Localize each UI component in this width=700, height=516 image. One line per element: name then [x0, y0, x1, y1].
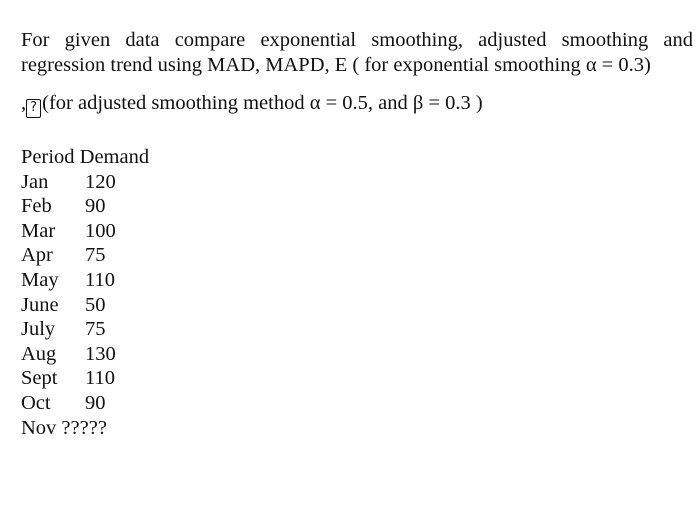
- table-row: [21, 366, 149, 391]
- question-line-1: For given data compare exponential smoothing, adjusted smoothing and: [21, 29, 693, 51]
- demand-cell: 100: [85, 219, 116, 242]
- table-row: [21, 317, 149, 342]
- period-cell: Apr: [21, 244, 53, 267]
- table-rows: [21, 170, 149, 416]
- demand-cell: 75: [85, 318, 106, 341]
- question-line-3-prefix: ,: [21, 92, 27, 114]
- period-cell: Aug: [21, 342, 57, 365]
- question-text: [21, 28, 693, 118]
- demand-cell: 75: [85, 244, 106, 267]
- question-line-3-text: (for adjusted smoothing method α = 0.5, and β = 0.3 ): [42, 92, 483, 114]
- period-cell: June: [21, 293, 59, 316]
- period-cell: Sept: [21, 367, 58, 390]
- table-row: [21, 194, 149, 219]
- demand-cell: 110: [85, 367, 115, 390]
- demand-cell: 110: [85, 268, 115, 291]
- demand-cell: 90: [85, 391, 106, 414]
- question-line-2: regression trend using MAD, MAPD, E ( for exponential smoothing α = 0.3): [21, 54, 651, 76]
- period-cell: Oct: [21, 391, 51, 414]
- table-row: [21, 243, 149, 268]
- missing-character-icon: ?: [26, 99, 41, 118]
- table-last-row: Nov ?????: [21, 416, 107, 439]
- period-cell: Feb: [21, 195, 52, 218]
- question-line-3: [21, 91, 693, 118]
- demand-cell: 120: [85, 170, 116, 193]
- table-row: [21, 293, 149, 318]
- period-cell: Jan: [21, 170, 49, 193]
- table-row: [21, 268, 149, 293]
- demand-table: [21, 145, 149, 440]
- table-row: [21, 219, 149, 244]
- table-row: [21, 170, 149, 195]
- period-cell: May: [21, 268, 59, 291]
- table-row: [21, 342, 149, 367]
- demand-cell: 90: [85, 195, 106, 218]
- demand-cell: 50: [85, 293, 106, 316]
- table-row: [21, 391, 149, 416]
- table-header: Period Demand: [21, 146, 150, 168]
- demand-cell: 130: [85, 342, 116, 365]
- period-cell: July: [21, 318, 56, 341]
- period-cell: Mar: [21, 219, 56, 242]
